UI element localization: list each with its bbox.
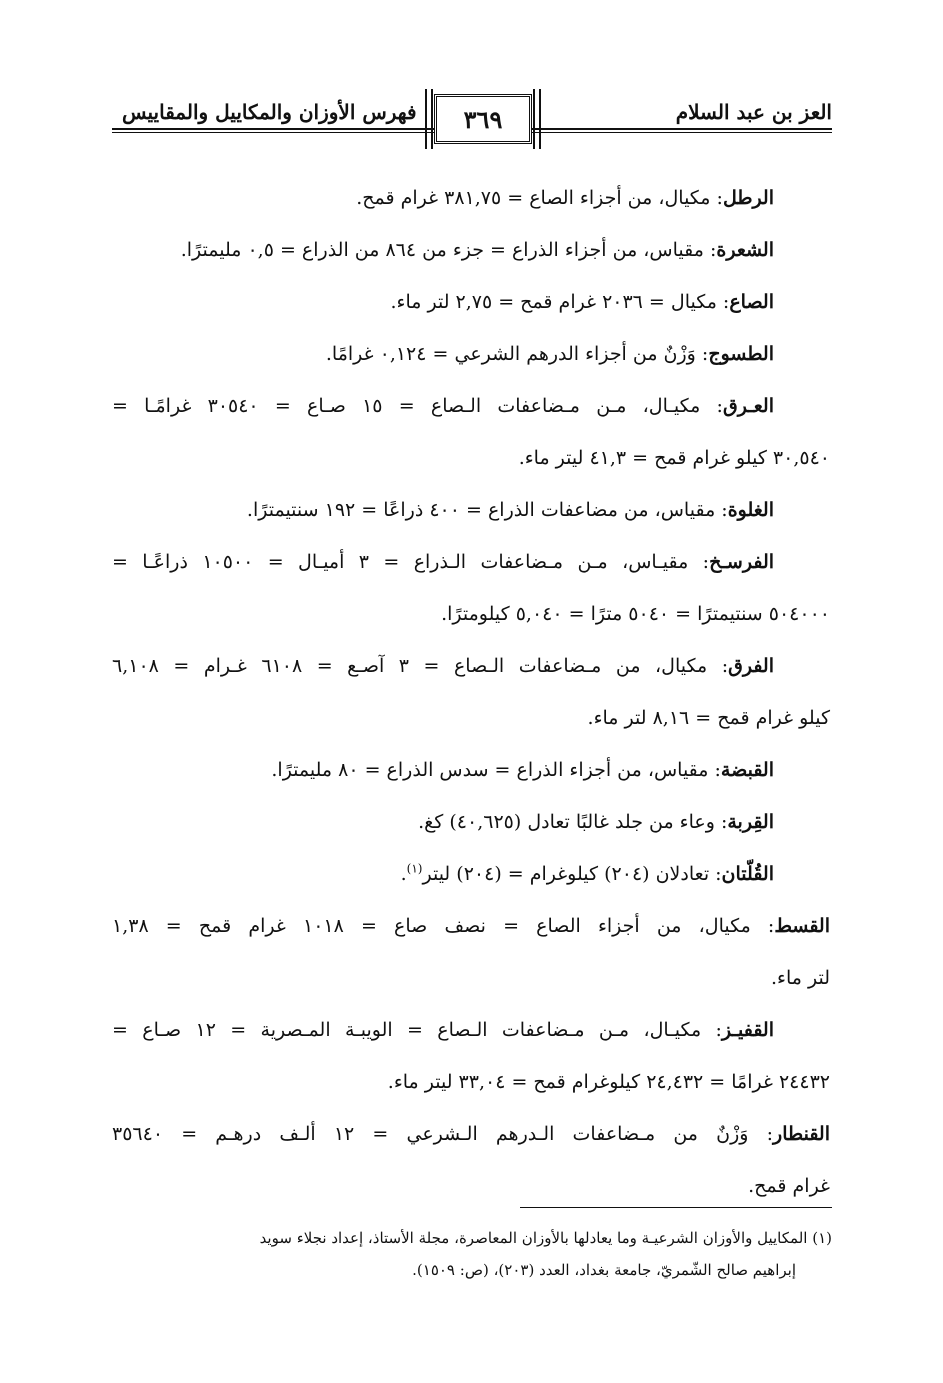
entry-farsakh-cont: ٥٠٤٠٠٠ سنتيمترًا = ٥٠٤٠ مترًا = ٥,٠٤٠ كيلومترًا. [441,603,830,625]
entry-term: القُلّتان [721,863,774,885]
header-section-title: فهرس الأوزان والمكاييل والمقاييس [122,100,417,124]
glossary-body [112,172,830,1212]
entry-araq [112,380,830,432]
entry-qintar-cont: غرام قمح. [748,1175,830,1197]
footnote [112,1222,832,1286]
entry-qafiz [112,1004,830,1056]
footnote-line-2: إبراهيم صالح الشّمريّ، جامعة بغداد، العدد (٢٠٣)، (ص: ١٥٠٩). [412,1261,796,1279]
entry-text: : تعادلان (٢٠٤) كيلوغرام = (٢٠٤) ليتر [422,863,722,885]
entry-araq-cont: ٣٠,٥٤٠ كيلو غرام قمح = ٤١,٣ ليتر ماء. [518,447,830,469]
entry-qafiz-cont: ٢٤٤٣٢ غرامًا = ٢٤,٤٣٢ كيلوغرام قمح = ٣٣,٠٤ ليتر ماء. [387,1071,830,1093]
entry-farsakh [112,536,830,588]
entry-qullatan [112,848,830,900]
entry-text: : مقياس، من مضاعفات الذراع = ٤٠٠ ذراعًا = ١٩٢ سنتيمترًا. [246,499,728,521]
entry-term: الصاع [729,291,774,313]
entry-text: : وَزْنٌ من مـضاعفات الـدرهم الـشرعي = ١٢ ألـف درهـم = ٣٥٦٤٠ [112,1123,774,1145]
entry-ghalwa [112,484,830,536]
entry-ratl [112,172,830,224]
entry-term: القبضة [720,759,774,781]
entry-term: الفرق [728,655,774,677]
entry-term: الشعرة [716,239,774,261]
footnote-separator [520,1207,832,1208]
entry-qist-cont: لتر ماء. [771,967,830,989]
entry-term: القسط [774,915,830,937]
entry-faraq [112,640,830,692]
entry-term: الرطل [722,187,774,209]
entry-text: : مكيـال، مـن مـضاعفات الـصاع = ١٥ صـاع = ٣٠٥٤٠ غرامًـا = [112,395,723,417]
entry-text: : مقياس، من أجزاء الذراع = سدس الذراع = ٨٠ مليمترًا. [271,759,721,781]
entry-term: الطسوج [708,343,774,365]
entry-text: : مكيال = ٢٠٣٦ غرام قمح = ٢,٧٥ لتر ماء. [390,291,730,313]
entry-qintar [112,1108,830,1160]
page-number-frame [434,94,532,144]
page-number: ٣٦٩ [463,105,503,134]
entry-text: : مكيال، من أجزاء الصاع = نصف صاع = ١٠١٨ غرام قمح = ١,٣٨ [112,915,775,937]
entry-saa [112,276,830,328]
entry-text: : وَزْنٌ من أجزاء الدرهم الشرعي = ٠,١٢٤ غرامًا. [325,343,709,365]
entry-text: : مكيال، من أجزاء الصاع = ٣٨١,٧٥ غرام قمح. [356,187,723,209]
entry-qabda [112,744,830,796]
entry-term: القنطار [773,1123,830,1145]
entry-text: : مكيـال، مـن مـضاعفات الـصاع = الويبـة المـصرية = ١٢ صـاع = [112,1019,722,1041]
footnote-marker[interactable]: (١) [406,861,423,876]
entry-text-end: . [400,863,407,885]
entry-term: القِربة [727,811,774,833]
entry-faraq-cont: كيلو غرام قمح = ٨,١٦ لتر ماء. [587,707,830,729]
entry-qist [112,900,830,952]
entry-text: : مكيال، من مـضاعفات الـصاع = ٣ آصـع = ٦١٠٨ غـرام = ٦,١٠٨ [112,655,729,677]
header-author: العز بن عبد السلام [675,100,832,124]
entry-term: الغلوة [727,499,774,521]
entry-term: العـرق [722,395,774,417]
entry-tassuj [112,328,830,380]
entry-shaara [112,224,830,276]
page-header [112,72,832,182]
entry-term: القفيـز [721,1019,774,1041]
entry-qirba [112,796,830,848]
footnote-line-1: (١) المكاييل والأوزان الشرعيـة وما يعادلها بالأوزان المعاصرة، مجلة الأستاذ، إعداد نجلاء سويد [259,1229,832,1247]
entry-term: الفرسـخ [709,551,775,573]
entry-text: : مقيـاس، مـن مـضاعفات الـذراع = ٣ أميـال = ١٠٥٠٠ ذراعًـا = [112,551,710,573]
entry-text: : وعاء من جلد غالبًا تعادل (٤٠,٦٢٥) كغ. [418,811,728,833]
entry-text: : مقياس، من أجزاء الذراع = جزء من ٨٦٤ من الذراع = ٠,٥ مليمترًا. [180,239,717,261]
